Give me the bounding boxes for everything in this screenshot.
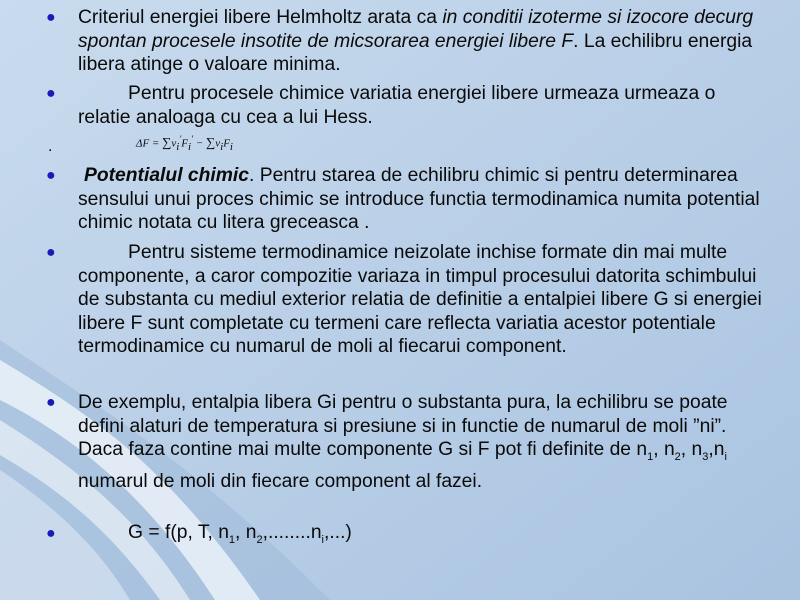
formula-sub: i [220,140,224,153]
formula-nu: ν [171,137,177,150]
dot-marker: . [48,138,53,155]
subscript: 1 [647,451,654,464]
bullet-icon: ● [46,525,56,542]
formula-nu: ν [215,137,221,150]
bullet-text-italic: in conditii izoterme si izocore decurg spontan procesele insotite de micsorarea energiei libere F [78,7,754,52]
sum-symbol: ∑ [205,134,216,150]
bullet-text: . Pentru starea de echilibru chimic si pentru determinarea sensului unui proces chimic se introduce functia termodinamica numita potential chimic notata cu litera greceasca . [78,165,760,234]
bullet-text: ,........n [262,522,322,543]
bullet-text: De exemplu, entalpia libera Gi pentru o substanta pura, la echilibru se poate defini alaturi de temperatura si presiune si in functie de numarul de moli ”ni”. Daca faza contine mai multe componente G si F pot fi definite de n [78,392,728,461]
bullet-icon: ● [46,244,56,261]
formula-sub: i [229,140,233,153]
bullet-icon: ● [46,394,56,411]
formula-f: F [223,137,230,150]
bullet-text-bold-italic: Potentialul chimic [84,165,249,186]
bullet-text: Pentru sisteme termodinamice neizolate inchise formate din mai multe componente, a caror compozitie variaza in timpul procesului datorita schimbului de substanta cu mediul exterior relatia de definitie a entalpiei libere G si energiei libere F sunt completate cu termeni care reflecta variatia acestor potentiale termodinamice cu numarul de moli al fiecarui component. [78,242,762,358]
bullet-text: G = f(p, T, n [128,522,229,543]
bullet-item-open-systems [78,241,768,359]
formula-f: F [181,137,189,150]
bullet-text: Pentru procesele chimice variatia energiei libere urmeaza urmeaza o relatie analoaga cu cea a lui Hess. [78,83,716,128]
bullet-item-example [78,391,768,493]
subscript: 1 [228,533,236,546]
bullet-item-chemical-potential [78,164,768,235]
subscript: 2 [256,533,263,546]
bullet-icon: ● [46,9,56,26]
bullet-item-helmholtz [78,6,768,77]
formula-sub: i [188,140,192,153]
formula-lhs: ΔF = [136,137,163,150]
bullet-text: ,...) [324,522,352,543]
bullet-text: , n [653,439,675,461]
bullet-item-g-function [78,521,768,552]
formula-minus: − [193,137,206,150]
bullet-item-hess [78,82,768,129]
sum-symbol: ∑ [162,134,172,150]
bullet-text: Criteriul energiei libere Helmholtz arata ca [78,7,443,28]
bullet-text: , n [680,439,703,461]
formula-sup: ' [179,134,182,144]
subscript: i [321,533,324,546]
bullet-text: , n [235,522,257,543]
formula-sub: i [176,140,180,153]
subscript: 2 [674,451,681,464]
subscript: 3 [702,451,709,464]
subscript: i [724,451,727,464]
bullet-text: numarul de moli din fiecare component al fazei. [78,470,483,492]
bullet-text: ,n [708,439,725,461]
bullet-text: . La echilibru energia libera atinge o valoare minima. [78,30,753,76]
bullet-icon: ● [46,167,56,184]
hess-formula [136,134,233,153]
formula-sup: ' [191,134,194,144]
bullet-icon: ● [46,85,56,102]
